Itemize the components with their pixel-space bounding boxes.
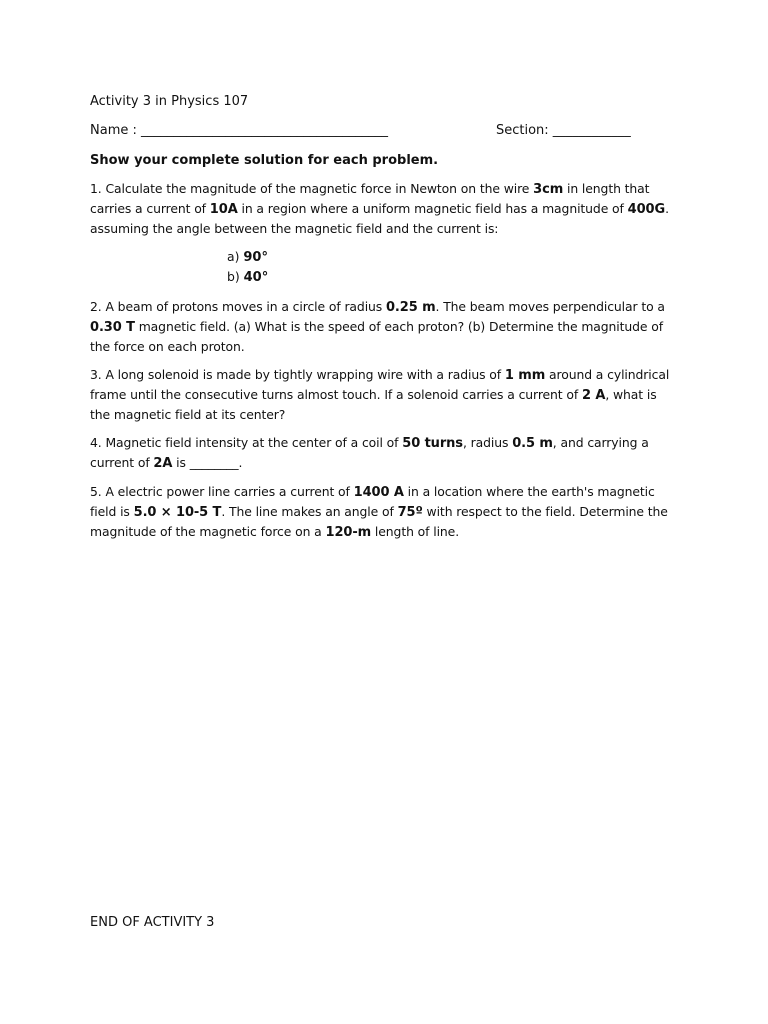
problem-3-text: , what is the magnetic field at its center? (90, 387, 657, 422)
problem-1-length: 3cm (533, 182, 564, 197)
problem-4 (90, 433, 670, 473)
document-body (90, 92, 670, 551)
problem-3-text: 3. A long solenoid is made by tightly wrapping wire with a radius of (90, 367, 505, 382)
choice-a (227, 247, 670, 267)
problem-1-text: . assuming the angle between the magnetic field and the current is: (90, 201, 669, 236)
problem-4-text: is ________. (172, 455, 243, 470)
choice-b-label: b) (227, 269, 244, 284)
problem-4-current: 2A (153, 456, 173, 471)
choice-b (227, 267, 670, 287)
problem-5-text: . The line makes an angle of (221, 504, 398, 519)
problem-2-text: . The beam moves perpendicular to a (435, 299, 665, 314)
problem-5-field: 5.0 × 10-5 T (133, 505, 222, 520)
problem-3-text: around a cylindrical frame until the consecutive turns almost touch. If a solenoid carries a current of (90, 367, 670, 402)
problem-5-text: with respect to the field. Determine the magnitude of the magnetic force on a (90, 504, 668, 539)
problem-1-choices (227, 247, 670, 287)
problem-2-text: 2. A beam of protons moves in a circle of radius (90, 299, 386, 314)
problem-5-angle: 75º (397, 505, 423, 520)
instruction-text: Show your complete solution for each problem. (90, 153, 439, 168)
section-field-line: Section: ____________ (496, 123, 631, 138)
document-title: Activity 3 in Physics 107 (90, 94, 249, 109)
problem-1-current: 10A (209, 202, 238, 217)
name-section-row (90, 121, 670, 141)
choice-a-value: 90° (243, 250, 268, 265)
name-field-line: Name : ______________________________________ (90, 123, 388, 138)
choice-a-label: a) (227, 249, 244, 264)
problem-2-text: magnetic field. (a) What is the speed of each proton? (b) Determine the magnitude of the force on each proton. (90, 319, 664, 354)
problem-5-text: length of line. (371, 524, 460, 539)
problem-3 (90, 365, 670, 424)
problem-1-field: 400G (627, 202, 666, 217)
problem-1-text: 1. Calculate the magnitude of the magnetic force in Newton on the wire (90, 181, 534, 196)
problem-4-turns: 50 turns (402, 436, 463, 451)
problem-4-text: , radius (462, 435, 513, 450)
problem-2-field: 0.30 T (90, 320, 135, 335)
problem-5-text: in a location where the earth's magnetic field is (90, 484, 655, 519)
end-of-activity: END OF ACTIVITY 3 (90, 915, 215, 930)
problem-4-text: 4. Magnetic field intensity at the center of a coil of (90, 435, 403, 450)
problem-5-length: 120-m (325, 525, 372, 540)
problem-1 (90, 179, 670, 238)
problem-3-current: 2 A (582, 388, 606, 403)
problem-4-radius: 0.5 m (512, 436, 553, 451)
problem-1-text: in length that carries a current of (90, 181, 650, 216)
choice-b-value: 40° (243, 270, 269, 285)
problem-2 (90, 297, 670, 356)
problem-1-text: in a region where a uniform magnetic field has a magnitude of (237, 201, 628, 216)
problem-5-text: 5. A electric power line carries a current of (90, 484, 354, 499)
problem-5 (90, 482, 670, 542)
problem-3-radius: 1 mm (504, 368, 546, 383)
problem-2-radius: 0.25 m (385, 300, 436, 315)
problem-5-current: 1400 A (353, 485, 404, 500)
problem-4-text: , and carrying a current of (90, 435, 649, 470)
